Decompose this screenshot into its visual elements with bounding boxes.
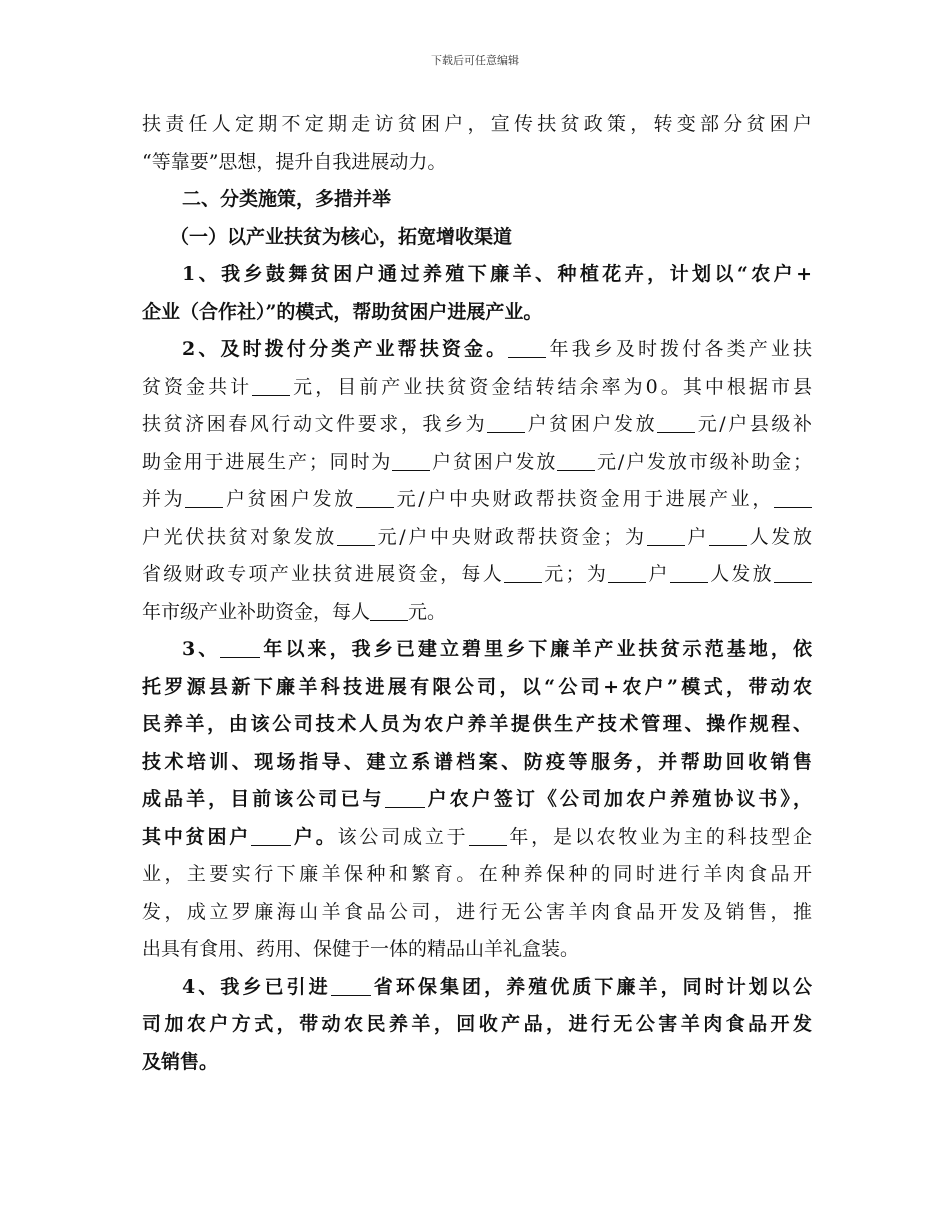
paragraph-line: 年市级产业补助资金，每人 元。	[142, 600, 447, 623]
paragraph-line: 户光伏扶贫对象发放 元/户中央财政帮扶资金；为 户 人发放	[142, 525, 812, 548]
blank-field	[647, 525, 685, 546]
page-header: 下载后可任意编辑	[431, 54, 519, 67]
paragraph-line: 扶责任人定期不定期走访贫困户，宣传扶贫政策，转变部分贫困户	[142, 113, 812, 135]
paragraph-line: 2、及时拨付分类产业帮扶资金。 年我乡及时拨付各类产业扶	[182, 338, 812, 360]
paragraph-line: 技术培训、现场指导、建立系谱档案、防疫等服务，并帮助回收销售	[142, 750, 812, 773]
paragraph-line: 民养羊，由该公司技术人员为农户养羊提供生产技术管理、操作规程、	[142, 713, 812, 735]
paragraph-line: 托罗源县新下廉羊科技进展有限公司，以“公司+农户”模式，带动农	[142, 675, 812, 698]
paragraph-line: 发，成立罗廉海山羊食品公司，进行无公害羊肉食品开发及销售，推	[142, 900, 812, 923]
paragraph-line: 4、我乡已引进 省环保集团，养殖优质下廉羊，同时计划以公	[182, 975, 812, 998]
blank-field	[251, 825, 291, 846]
blank-field	[370, 600, 408, 621]
paragraph-line: 省级财政专项产业扶贫进展资金，每人 元；为 户 人发放	[142, 556, 812, 594]
blank-field	[469, 825, 507, 846]
blank-field	[504, 562, 542, 583]
blank-field	[392, 450, 430, 471]
paragraph-line: 其中贫困户 户。该公司成立于 年，是以农牧业为主的科技型企	[142, 825, 812, 848]
paragraph-line: 扶贫济困春风行动文件要求，我乡为 户贫困户发放 元/户县级补	[142, 413, 812, 435]
blank-field	[385, 787, 425, 808]
paragraph-line: 3、 年以来，我乡已建立碧里乡下廉羊产业扶贫示范基地，依	[182, 638, 812, 660]
paragraph-line: “等靠要”思想，提升自我进展动力。	[142, 150, 447, 173]
blank-field	[356, 487, 394, 508]
blank-field	[220, 637, 260, 658]
paragraph-line: 司加农户方式，带动农民养羊，回收产品，进行无公害羊肉食品开发	[142, 1013, 812, 1035]
blank-field	[252, 375, 290, 396]
blank-field	[670, 562, 708, 583]
blank-field	[608, 562, 646, 583]
blank-field	[331, 975, 371, 996]
subsection-heading: （一）以产业扶贫为核心，拓宽增收渠道	[170, 225, 513, 248]
paragraph-line: 贫资金共计 元，目前产业扶贫资金结转结余率为0。其中根据市县	[142, 375, 812, 398]
paragraph-line: 出具有食用、药用、保健于一体的精品山羊礼盒装。	[142, 938, 580, 960]
document-body	[142, 106, 812, 1081]
paragraph-line: 助金用于进展生产；同时为 户贫困户发放 元/户发放市级补助金；	[142, 450, 812, 473]
blank-field	[487, 412, 525, 433]
blank-field	[557, 450, 595, 471]
blank-field	[774, 487, 812, 508]
paragraph-line: 并为 户贫困户发放 元/户中央财政帮扶资金用于进展产业，	[142, 481, 812, 519]
paragraph-line: 成品羊，目前该公司已与 户农户签订《公司加农户养殖协议书》，	[142, 788, 812, 810]
paragraph-line: 1、我乡鼓舞贫困户通过养殖下廉羊、种植花卉，计划以“农户+	[182, 263, 812, 285]
blank-field	[709, 525, 747, 546]
section-heading: 二、分类施策，多措并举	[182, 188, 392, 210]
blank-field	[337, 525, 375, 546]
blank-field	[185, 487, 223, 508]
blank-field	[508, 337, 546, 358]
blank-field	[657, 412, 695, 433]
paragraph-line: 企业（合作社）”的模式，帮助贫困户进展产业。	[142, 300, 543, 323]
blank-field	[774, 562, 812, 583]
paragraph-line: 业，主要实行下廉羊保种和繁育。在种养保种的同时进行羊肉食品开	[142, 863, 812, 885]
paragraph-line: 及销售。	[142, 1050, 219, 1073]
